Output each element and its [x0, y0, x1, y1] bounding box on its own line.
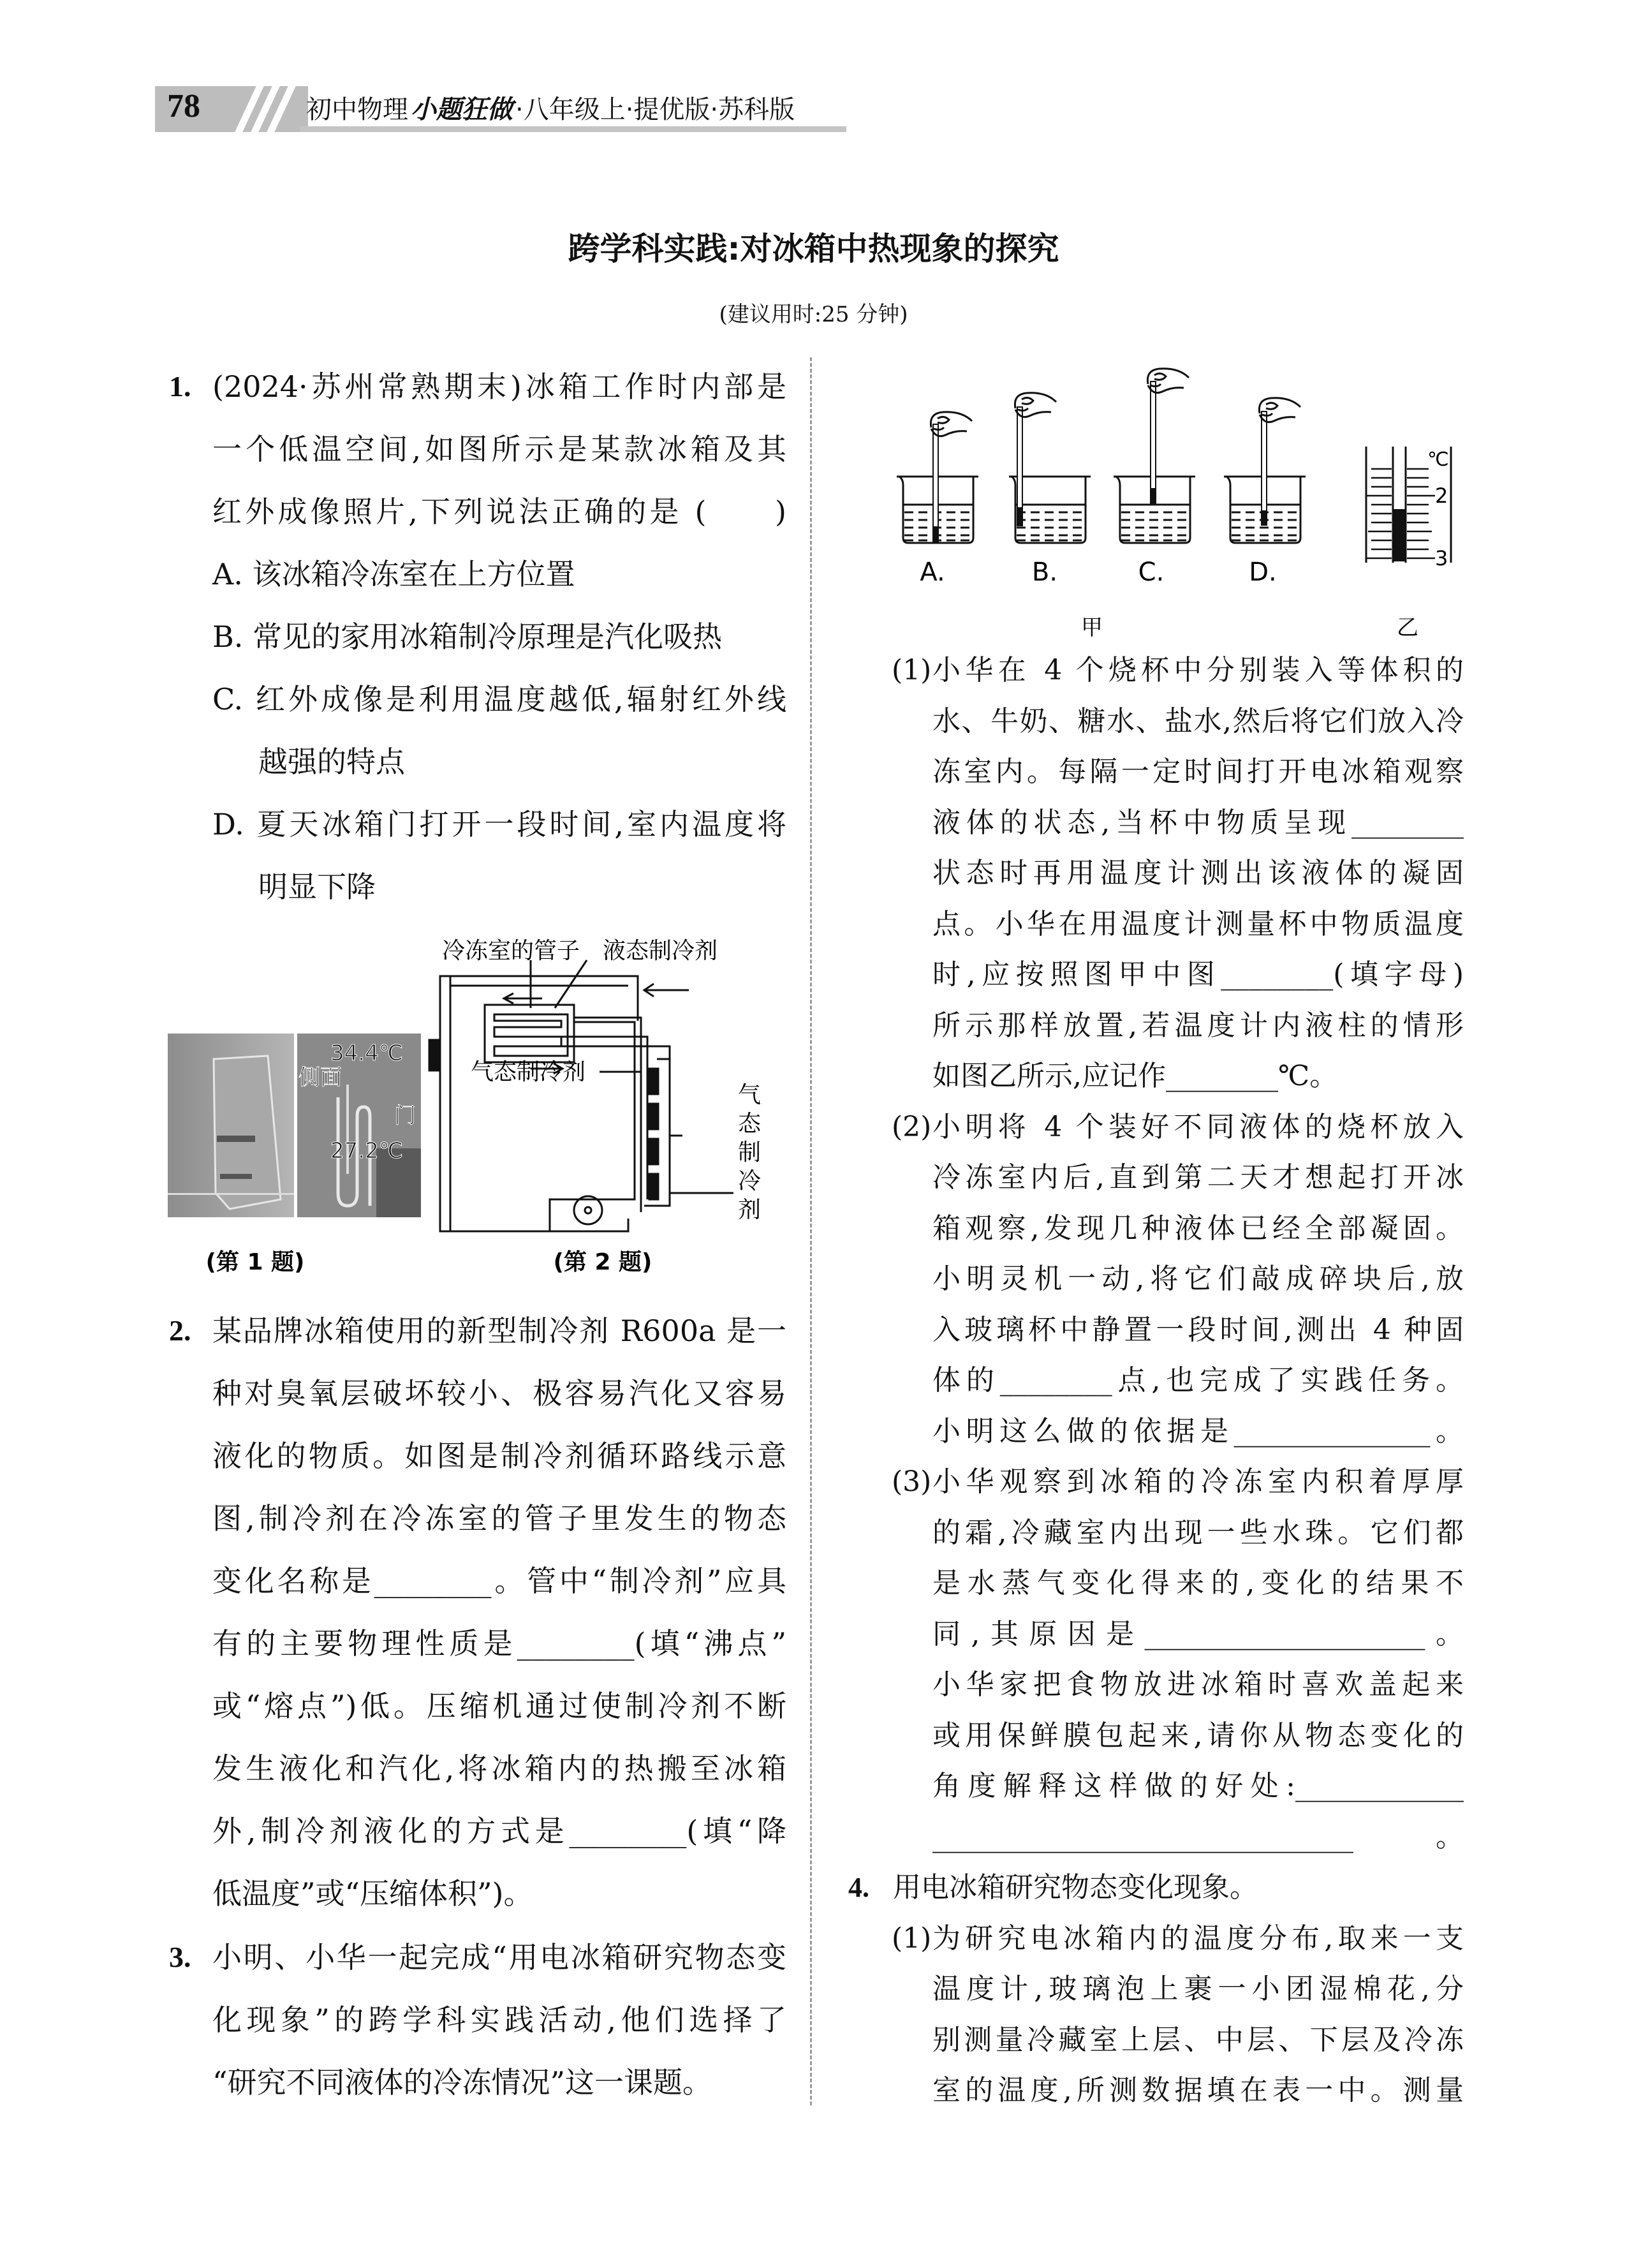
svg-text:冷: 冷 [737, 1168, 762, 1194]
svg-text:态: 态 [737, 1111, 762, 1137]
svg-text:制: 制 [737, 1139, 762, 1166]
running-header [306, 89, 795, 126]
q2-line: 低温度”或“压缩体积”)。 [212, 1876, 533, 1911]
page-title: 跨学科实践:对冰箱中热现象的探究 [568, 230, 1059, 267]
temp-top: 34.4℃ [330, 1041, 403, 1066]
q3-part1-line: 点。小华在用温度计测量杯中物质温度 [932, 907, 1464, 940]
q2-line: 种对臭氧层破坏较小、极容易汽化又容易 [212, 1376, 786, 1411]
header-rule [300, 126, 846, 132]
option-d-cont: 明显下降 [258, 870, 376, 904]
column-divider [810, 357, 812, 2105]
refrigerant-cycle-diagram [429, 960, 733, 1231]
infrared-photo [297, 1034, 421, 1217]
q1-line: 红外成像照片,下列说法正确的是 ( ) [212, 494, 786, 529]
q2-line: 2. 某品牌冰箱使用的新型制冷剂 R600a 是一 [212, 1300, 786, 1362]
q3-part1-line-blank[interactable]: 时,应按照图甲中图________(填字母) [932, 958, 1464, 991]
figure-caption-2: (第 2 题) [553, 1249, 652, 1275]
question-2 [169, 1300, 786, 2114]
q2-line-blank[interactable]: 外,制冷剂液化的方式是________(填“降 [212, 1814, 786, 1848]
label-freezer-pipe: 冷冻室的管子 [442, 938, 580, 964]
label-gas-refrigerant-vertical [738, 1082, 762, 1223]
q2-line-blank[interactable]: 变化名称是________。管中“制冷剂”应具 [212, 1564, 786, 1598]
q3-part3-line: 是水蒸气变化得来的,变化的结果不 [932, 1567, 1464, 1599]
option-label: A. [212, 557, 243, 591]
part-label: (2) [892, 1110, 932, 1143]
series-name: 初中物理 [306, 95, 408, 124]
q3-part1-line-blank[interactable]: 如图乙所示,应记作________℃。 [932, 1060, 1338, 1092]
fridge-photo [168, 1034, 294, 1217]
option-c-cont: 越强的特点 [258, 745, 405, 779]
question-3-parts [848, 645, 1464, 2116]
side-label: 侧面 [298, 1065, 342, 1090]
question-number: 2. [169, 1314, 191, 1347]
svg-text:剂: 剂 [737, 1197, 762, 1223]
label-liquid-refrigerant: 液态制冷剂 [603, 938, 718, 964]
question-number: 1. [169, 370, 191, 403]
q3-part1-line-blank[interactable]: 液体的状态,当杯中物质呈现________ [932, 806, 1464, 839]
q2-line: 图,制冷剂在冷冻室的管子里发生的物态 [212, 1501, 786, 1536]
option-a[interactable]: A. 该冰箱冷冻室在上方位置 [212, 557, 575, 591]
beaker-b [1009, 393, 1091, 543]
q3-part2-line: 箱观察,发现几种液体已经全部凝固。 [932, 1212, 1464, 1245]
q3-part3-line: 的霜,冷藏室内出现一些水珠。它们都 [932, 1516, 1464, 1549]
q2-line: 或“熔点”)低。压缩机通过使制冷剂不断 [212, 1689, 786, 1723]
door-label: 门 [394, 1103, 416, 1129]
q3-part3-line: (3) 小华观察到冰箱的冷冻室内积着厚厚 [932, 1456, 1464, 1508]
q3-part3-line: 小华家把食物放进冰箱时喜欢盖起来 [932, 1668, 1464, 1701]
q3-part3-line: 或用保鲜膜包起来,请你从物态变化的 [932, 1719, 1464, 1752]
label-c: C. [1138, 558, 1165, 587]
suggested-time: (建议用时:25 分钟) [719, 302, 908, 327]
q3-part1-line: 所示那样放置,若温度计内液柱的情形 [932, 1009, 1464, 1042]
page-number: 78 [167, 88, 200, 124]
question-number: 4. [848, 1872, 869, 1903]
svg-text:气: 气 [737, 1082, 762, 1108]
q3-line: 化现象”的跨学科实践活动,他们选择了 [212, 2003, 786, 2037]
q2-line: 液化的物质。如图是制冷剂循环路线示意 [212, 1439, 786, 1473]
q4-stem: 4. 用电冰箱研究物态变化现象。 [893, 1862, 1464, 1913]
series-logo: 小题狂做 [411, 94, 513, 124]
q3-part2-line: 入玻璃杯中静置一段时间,测出 4 种固 [932, 1313, 1464, 1346]
figure-thermometer-placement [880, 357, 1486, 651]
option-label: B. [212, 619, 244, 654]
beaker-a [897, 412, 978, 543]
q3-line: 3. 小明、小华一起完成“用电冰箱研究物态变 [212, 1926, 786, 1989]
q4-part1-line: 别测量冷藏室上层、中层、下层及冷冻 [932, 2023, 1464, 2056]
q1-line: 1. (2024·苏州常熟期末)冰箱工作时内部是 [212, 355, 786, 418]
q3-part2-line: 冷冻室内后,直到第二天才想起打开冰 [932, 1161, 1464, 1194]
edition: ·八年级上·提优版·苏科版 [515, 95, 795, 124]
figure-caption-1: (第 1 题) [205, 1249, 305, 1275]
figure-yi-label: 乙 [1397, 615, 1418, 641]
part-label: (1) [892, 1922, 932, 1955]
option-c[interactable]: C. 红外成像是利用温度越低,辐射红外线 [212, 682, 786, 716]
q3-line: “研究不同液体的冷冻情况”这一课题。 [212, 2065, 712, 2100]
unit-celsius: ℃ [1427, 448, 1449, 471]
q3-part2-line: (2) 小明将 4 个装好不同液体的烧杯放入 [932, 1102, 1464, 1153]
q3-part1-line: 状态时再用温度计测出该液体的凝固 [932, 857, 1464, 889]
q1-line: 一个低温空间,如图所示是某款冰箱及其 [212, 432, 786, 466]
q2-line-blank[interactable]: 有的主要物理性质是________(填“沸点” [212, 1626, 786, 1661]
q2-line: 发生液化和汽化,将冰箱内的热搬至冰箱 [212, 1751, 786, 1786]
q3-part2-line: 小明灵机一动,将它们敲成碎块后,放 [932, 1263, 1464, 1295]
question-number: 3. [169, 1941, 191, 1973]
label-a: A. [920, 558, 945, 587]
beaker-c [1114, 369, 1195, 543]
q3-part2-line-blank[interactable]: 体的________点,也完成了实践任务。 [932, 1364, 1464, 1397]
tick-3: 3 [1435, 546, 1448, 570]
q3-part3-line-blank[interactable]: 同,其原因是____________________。 [932, 1617, 1464, 1650]
question-1 [169, 355, 787, 918]
label-b: B. [1031, 558, 1058, 587]
option-label: C. [212, 682, 244, 716]
q3-part3-line-blank[interactable]: ______________________________。 [932, 1820, 1464, 1853]
q3-part1-line: (1) 小华在 4 个烧杯中分别装入等体积的 [932, 645, 1464, 696]
q3-part1-line: 冻室内。每隔一定时间打开电冰箱观察 [932, 755, 1464, 788]
label-d: D. [1249, 558, 1277, 587]
tick-2: 2 [1435, 484, 1448, 508]
q4-part1-line: 温度计,玻璃泡上裹一小团湿棉花,分 [932, 1973, 1464, 2005]
q3-part1-line: 水、牛奶、糖水、盐水,然后将它们放入冷 [932, 704, 1464, 737]
beaker-d [1224, 398, 1306, 543]
part-label: (3) [892, 1465, 932, 1498]
figure-jia-label: 甲 [1081, 615, 1103, 641]
part-label: (1) [892, 654, 932, 686]
label-gas-refrigerant: 气态制冷剂 [471, 1059, 586, 1085]
q3-part3-line-blank[interactable]: 角度解释这样做的好处:____________ [932, 1770, 1464, 1802]
option-label: D. [212, 807, 244, 841]
q4-part1-line: 室的温度,所测数据填在表一中。测量 [932, 2074, 1464, 2107]
q4-part1-line: (1) 为研究电冰箱内的温度分布,取来一支 [932, 1913, 1464, 1964]
option-d[interactable]: D. 夏天冰箱门打开一段时间,室内温度将 [212, 807, 787, 841]
option-b[interactable]: B. 常见的家用冰箱制冷原理是汽化吸热 [212, 619, 723, 654]
q3-part2-line-blank[interactable]: 小明这么做的依据是______________。 [932, 1414, 1464, 1448]
temp-bottom: 27.2℃ [330, 1138, 403, 1164]
figures-q1-q2 [159, 919, 797, 1289]
